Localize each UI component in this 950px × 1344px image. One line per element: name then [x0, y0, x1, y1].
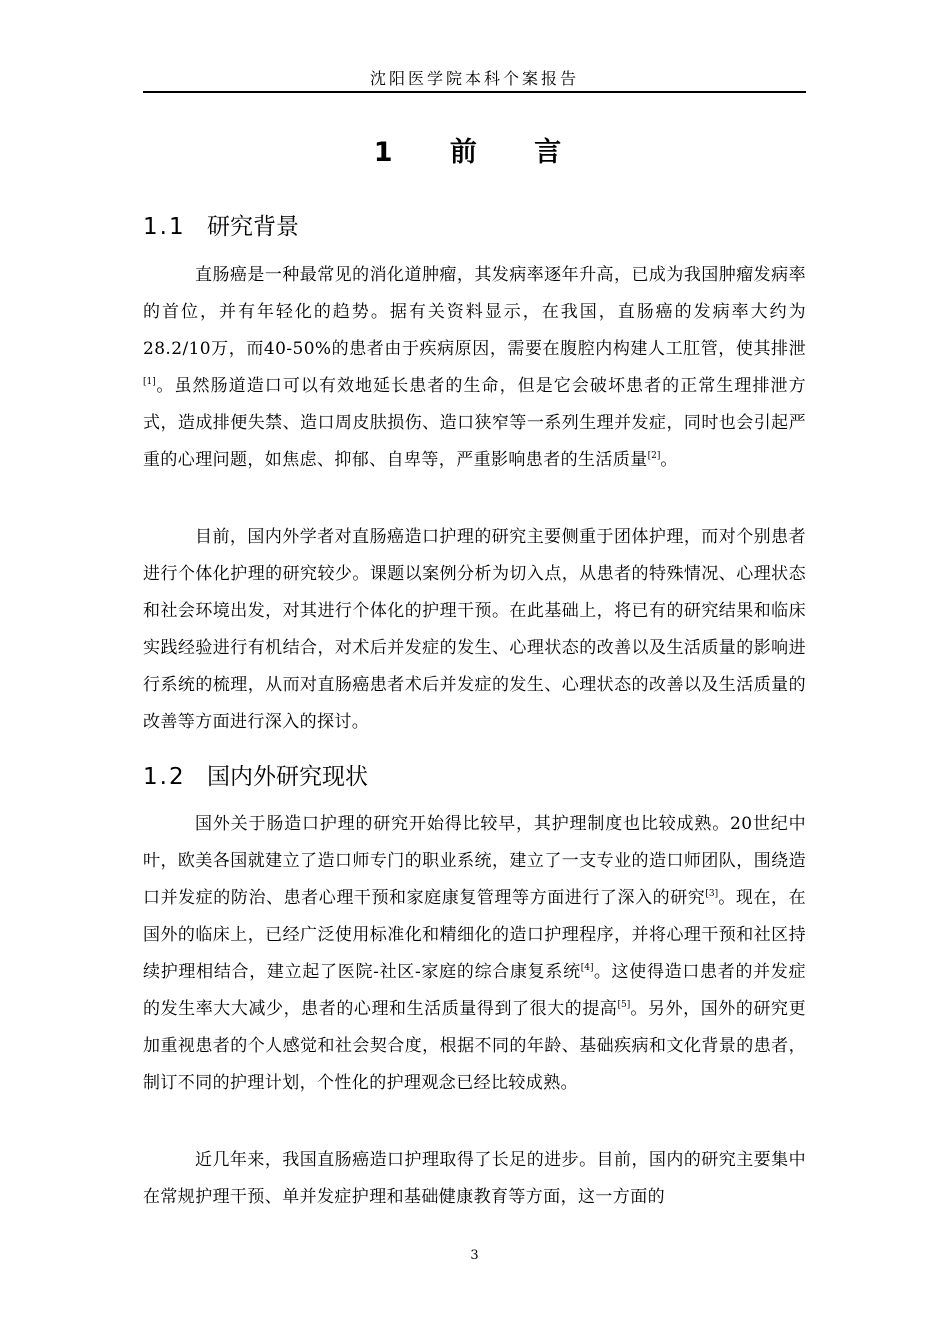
section-title: 国内外研究现状: [207, 764, 368, 790]
section-number: 1.1: [143, 214, 186, 240]
paragraph-text: 国外关于肠造口护理的研究开始得比较早，其护理制度也比较成熟。20世纪中叶，欧美各国就建立了造口师专门的职业系统，建立了一支专业的造口师团队，围绕造口并发症的防治、患者心理干预和家庭康复管理等方面进行了深入的研究: [143, 814, 806, 908]
section-heading: [143, 758, 368, 791]
paragraph: [143, 519, 806, 741]
citation-ref: [3]: [705, 889, 719, 899]
section-number: 1.2: [143, 764, 186, 790]
paragraph-text: 。虽然肠道造口可以有效地延长患者的生命，但是它会破坏患者的正常生理排泄方式，造成排便失禁、造口周皮肤损伤、造口狭窄等一系列生理并发症，同时也会引起严重的心理问题，如焦虑、抑郁、自卑等，严重影响患者的生活质量: [143, 376, 806, 470]
citation-ref: [1]: [143, 377, 156, 387]
citation-ref: [4]: [580, 963, 594, 973]
header-rule: [143, 91, 806, 93]
paragraph-text: 直肠癌是一种最常见的消化道肿瘤，其发病率逐年升高，已成为我国肿瘤发病率的首位，并有年轻化的趋势。据有关资料显示，在我国，直肠癌的发病率大约为28.2/10万，而40-50%的患者由于疾病原因，需要在腹腔内构建人工肛管，使其排泄: [143, 265, 806, 359]
citation-ref: [5]: [617, 1000, 631, 1010]
paragraph-text: 目前，国内外学者对直肠癌造口护理的研究主要侧重于团体护理，而对个别患者进行个体化护理的研究较少。课题以案例分析为切入点，从患者的特殊情况、心理状态和社会环境出发，对其进行个体化的护理干预。在此基础上，将已有的研究结果和临床实践经验进行有机结合，对术后并发症的发生、心理状态的改善以及生活质量的影响进行系统的梳理，从而对直肠癌患者术后并发症的发生、心理状态的改善以及生活质量的改善等方面进行深入的探讨。: [143, 527, 806, 732]
citation-ref: [2]: [647, 451, 661, 461]
running-header: 沈阳医学院本科个案报告: [369, 69, 579, 88]
paragraph-text: 。另外，国外的研究更加重视患者的个人感觉和社会契合度，根据不同的年龄、基础疾病和文化背景的患者，制订不同的护理计划，个性化的护理观念已经比较成熟。: [143, 999, 806, 1093]
paragraph-text: 。现在，在国外的临床上，已经广泛使用标准化和精细化的造口护理程序，并将心理干预和社区持续护理相结合，建立起了医院-社区-家庭的综合康复系统: [143, 888, 806, 982]
chapter-title: 1 前 言: [373, 137, 576, 168]
paragraph-text: 。这使得造口患者的并发症的发生率大大减少，患者的心理和生活质量得到了很大的提高: [143, 962, 806, 1019]
paragraph: [143, 257, 806, 479]
section-heading: [143, 208, 299, 241]
page-number: 3: [470, 1248, 479, 1263]
paragraph-text: 。: [660, 450, 678, 470]
paragraph: [143, 1142, 806, 1216]
paragraph: [143, 806, 806, 1102]
section-title: 研究背景: [207, 214, 299, 240]
paragraph-text: 近几年来，我国直肠癌造口护理取得了长足的进步。目前，国内的研究主要集中在常规护理干预、单并发症护理和基础健康教育等方面，这一方面的: [143, 1150, 806, 1207]
